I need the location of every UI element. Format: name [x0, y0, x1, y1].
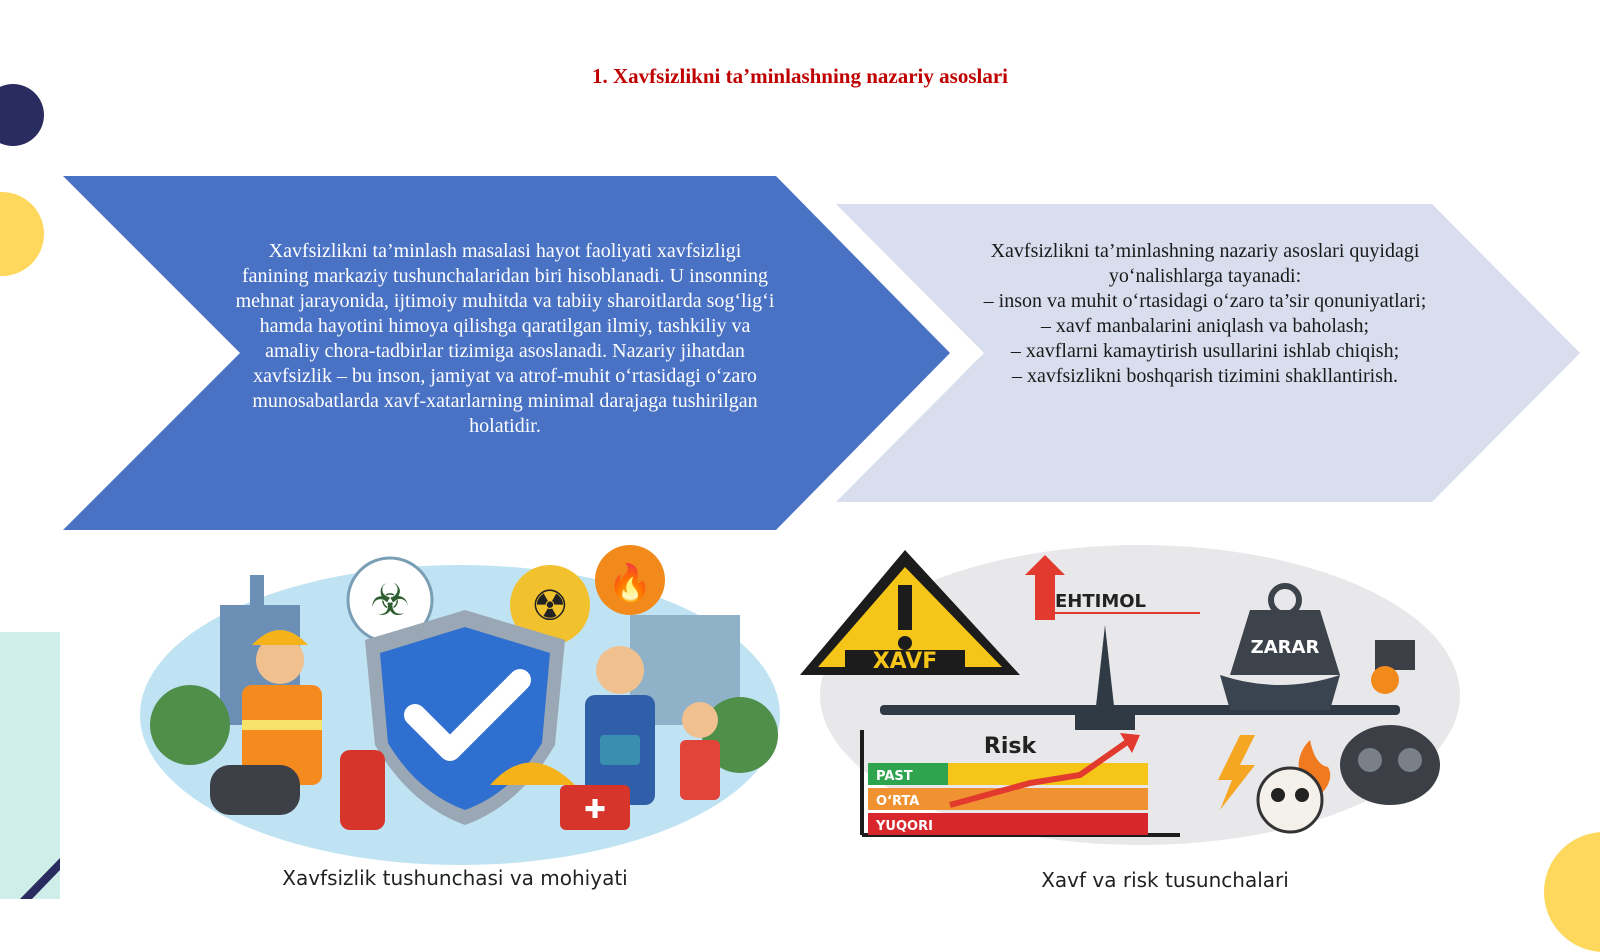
- svg-text:☣: ☣: [370, 576, 410, 625]
- svg-text:ZARAR: ZARAR: [1250, 637, 1320, 658]
- svg-text:EHTIMOL: EHTIMOL: [1055, 591, 1147, 612]
- risk-illustration: [800, 545, 1480, 865]
- svg-text:🔥: 🔥: [607, 563, 653, 603]
- svg-text:XAVF: XAVF: [872, 649, 938, 674]
- slide-title: 1. Xavfsizlikni ta’minlashning nazariy asoslari: [592, 64, 1008, 88]
- right-panel-item: – xavflarni kamaytirish usullarini ishlab chiqish;: [1010, 340, 1400, 362]
- svg-text:O‘RTA: O‘RTA: [876, 794, 920, 809]
- left-image-caption: Xavfsizlik tushunchasi va mohiyati: [282, 866, 628, 890]
- svg-text:Risk: Risk: [983, 734, 1037, 759]
- svg-text:☢: ☢: [531, 584, 569, 630]
- safety-illustration: [130, 545, 790, 865]
- right-panel-text: [980, 239, 1430, 389]
- right-panel-item: – inson va muhit o‘rtasidagi o‘zaro ta’sir qonuniyatlari;: [983, 290, 1427, 312]
- gas-mask-icon-right: [1340, 725, 1440, 805]
- skull-icon: [1258, 768, 1322, 832]
- left-panel-text: Xavfsizlikni ta’minlash masalasi hayot faoliyati xavfsizligi fanining markaziy tushunchalaridan biri hisoblanadi. U insonning mehnat jarayonida, ijtimoiy muhitda va tabiiy sharoitlarda sog‘lig‘i hamda hayotini himoya qilishga qaratilgan ilmiy, tashkiliy va amaliy chora-tadbirlar tizimiga asoslanadi. Nazariy jihatdan xavfsizlik – bu inson, jamiyat va atrof-muhit o‘rtasidagi o‘zaro munosabatlarda xavf-xatarlarning minimal darajaga tushirilgan holatidir.: [235, 240, 775, 437]
- extinguisher-icon: [340, 750, 385, 830]
- svg-text:✚: ✚: [584, 795, 606, 824]
- svg-text:YUQORI: YUQORI: [876, 819, 933, 834]
- right-panel-item: – xavfsizlikni boshqarish tizimini shakllantirish.: [1011, 365, 1399, 387]
- svg-text:PAST: PAST: [876, 769, 913, 784]
- medic-figure: [596, 646, 644, 694]
- gas-mask-icon: [210, 765, 300, 815]
- right-image-caption: Xavf va risk tusunchalari: [1041, 868, 1289, 892]
- factory-icon-right: [1375, 640, 1415, 670]
- right-panel-intro: Xavfsizlikni ta’minlashning nazariy asoslari quyidagi yo‘nalishlarga tayanadi:: [990, 240, 1420, 287]
- right-panel-item: – xavf manbalarini aniqlash va baholash;: [1040, 315, 1370, 337]
